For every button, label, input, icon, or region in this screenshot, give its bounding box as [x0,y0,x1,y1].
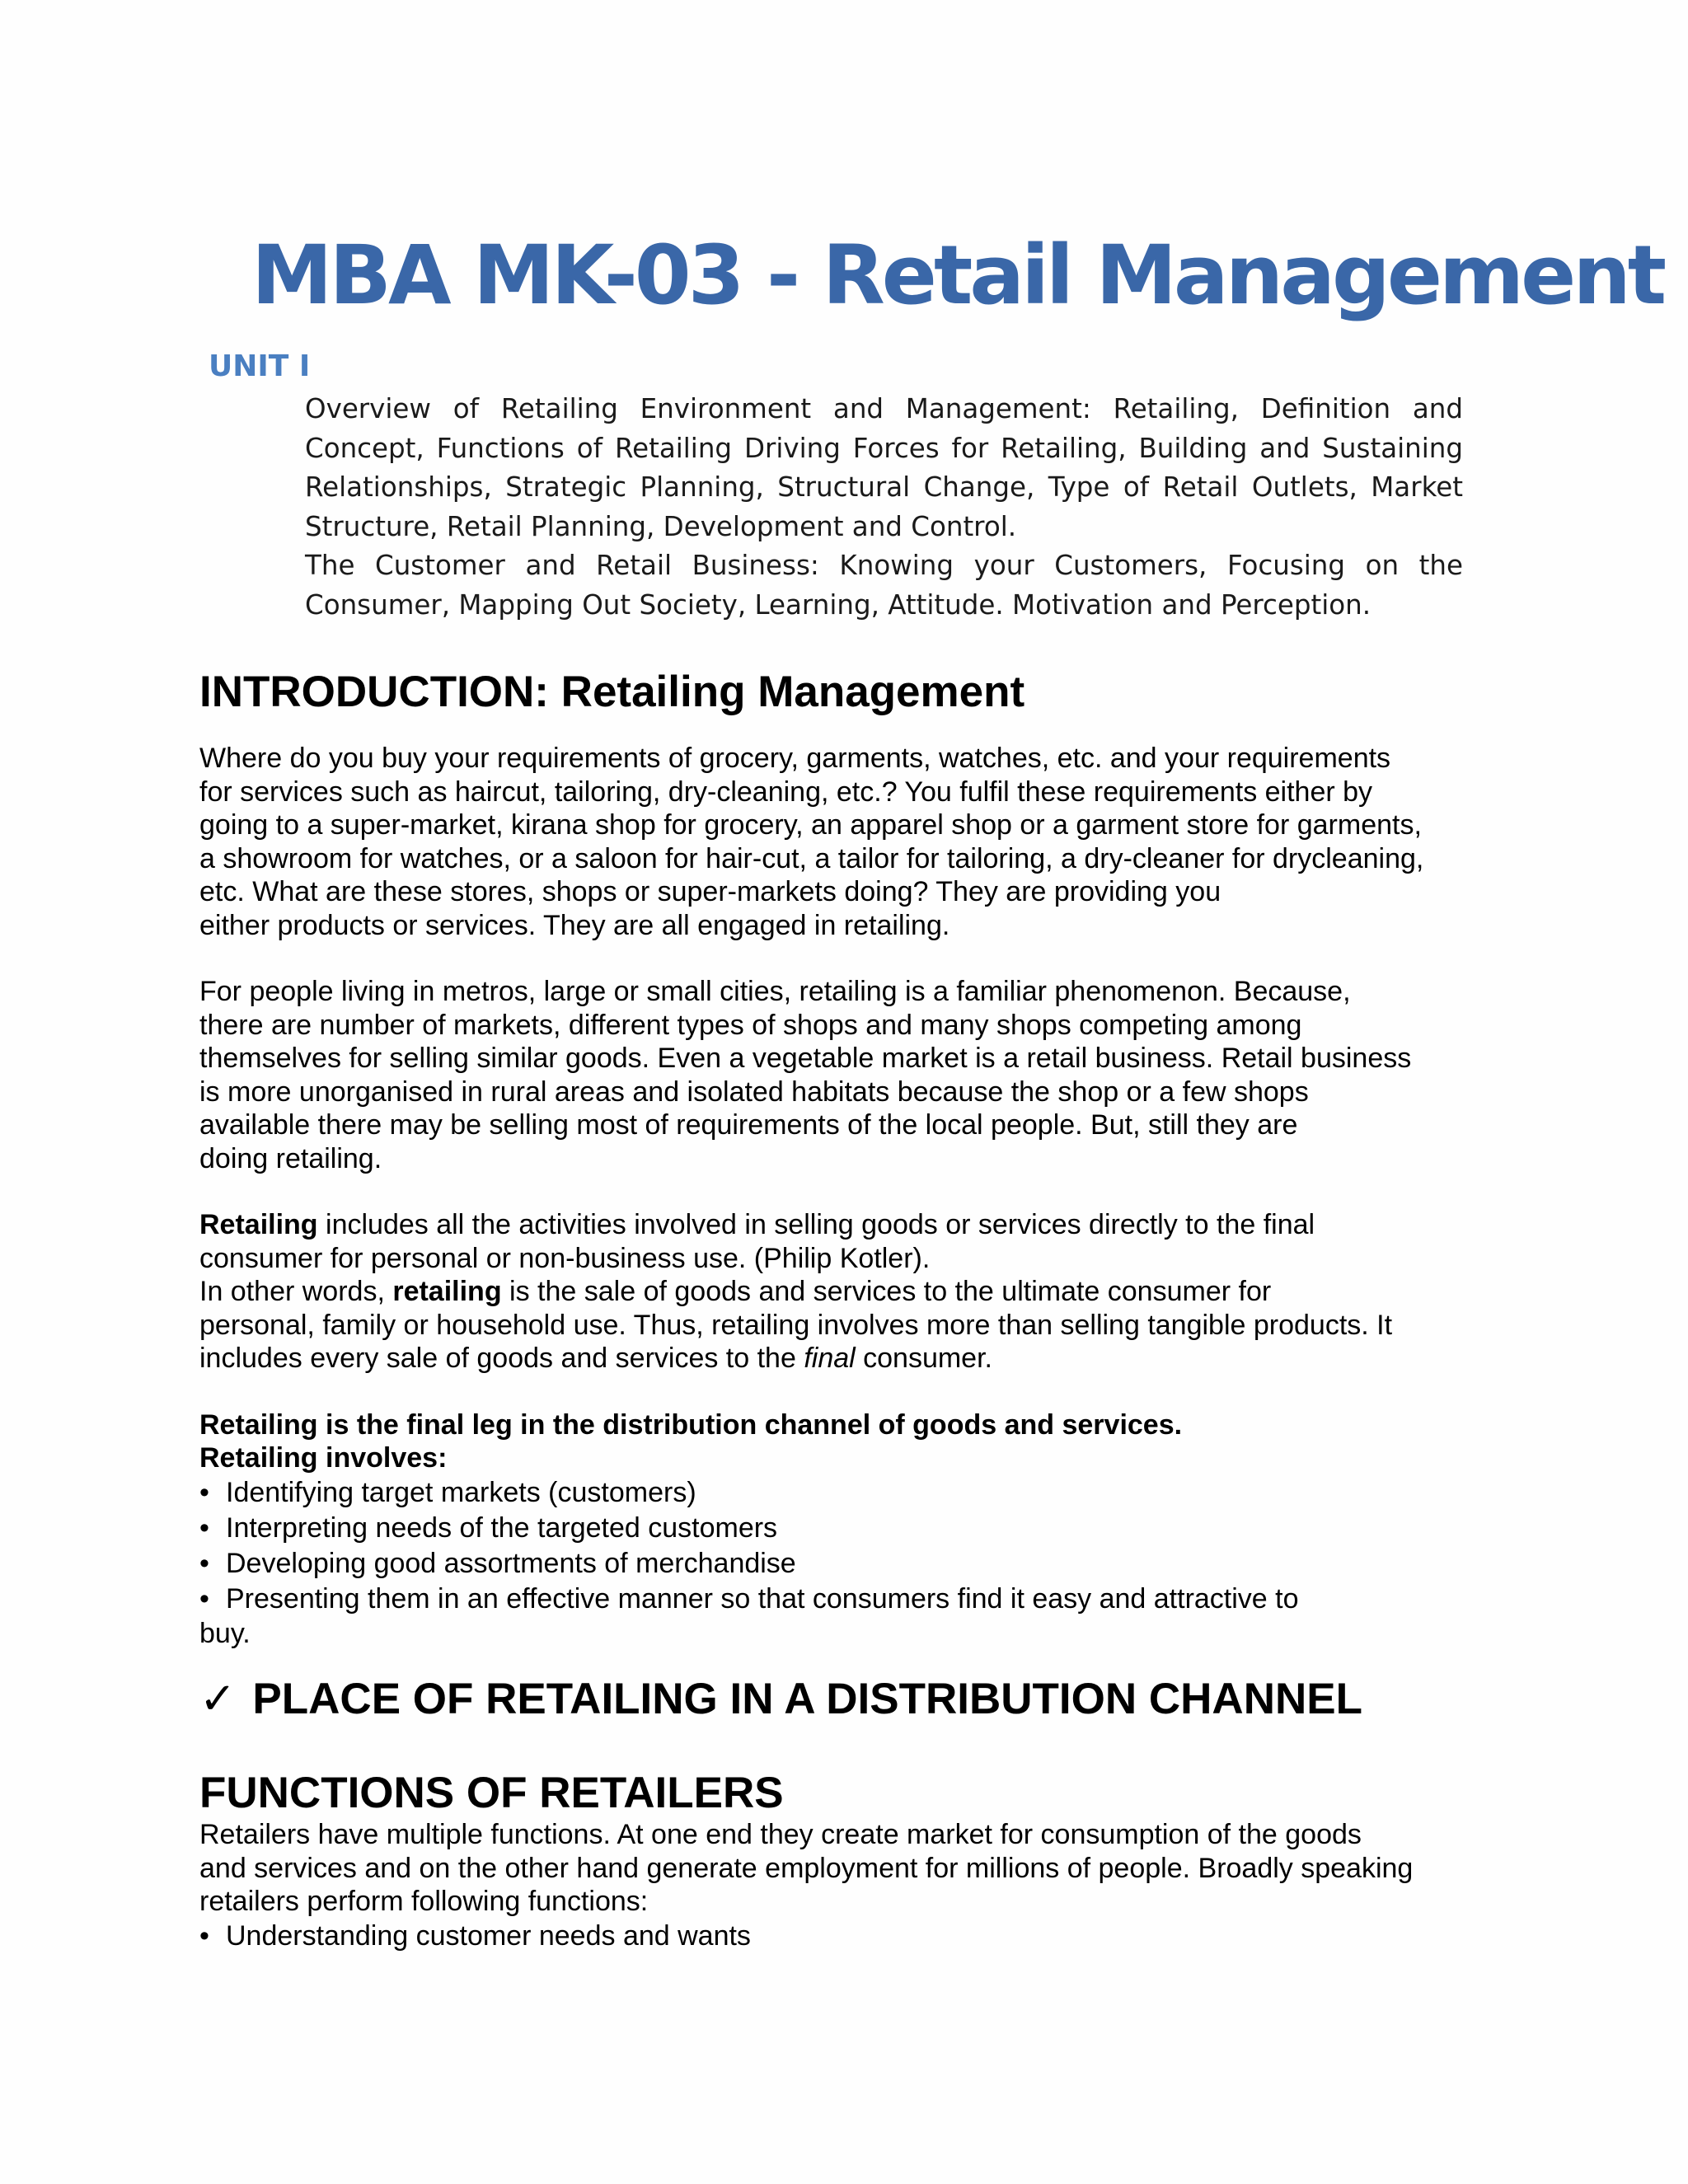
term-retailing-inline: retailing [392,1276,502,1307]
emphasis-final: final [804,1343,856,1374]
text-line: doing retailing. [199,1142,382,1174]
text-line: For people living in metros, large or small cities, retailing is a familiar phenomenon. Because, [199,976,1351,1007]
text-line: available there may be selling most of requirements of the local people. But, still they are [199,1109,1298,1141]
intro-paragraph-2 [199,975,1485,1175]
functions-heading: FUNCTIONS OF RETAILERS [199,1769,784,1817]
text-line: for services such as haircut, tailoring, dry-cleaning, etc.? You fulfil these requirements either by [199,776,1373,808]
text-line: etc. What are these stores, shops or super-markets doing? They are providing you [199,876,1221,907]
introduction-heading: INTRODUCTION: Retailing Management [199,668,1025,716]
text-span: includes all the activities involved in selling goods or services directly to the final [317,1209,1315,1240]
unit-syllabus-paragraph-1: Overview of Retailing Environment and Management: Retailing, Definition and Concept, Functions of Retailing Driving Forces for Retailing, Building and Sustaining Relationships, Strategic Planning, Structural Change, Type of Retail Outlets, Market Structure, Retail Planning, Development and Control. [305,393,1463,542]
text-span: In other words, [199,1276,393,1307]
text-line-bold: Retailing is the final leg in the distribution channel of goods and services. [199,1408,1183,1441]
text-line: Where do you buy your requirements of grocery, garments, watches, etc. and your requirements [199,743,1391,774]
list-item-text: Presenting them in an effective manner so that consumers find it easy and attractive to [226,1582,1299,1615]
place-of-retailing-heading [199,1666,1485,1732]
list-item-text: Interpreting needs of the targeted customers [226,1511,778,1544]
unit-syllabus [305,390,1463,625]
list-item-text: Understanding customer needs and wants [226,1919,751,1952]
list-item [199,1919,1485,1954]
text-line: consumer for personal or non-business use. (Philip Kotler). [199,1242,931,1274]
text-span: includes every sale of goods and services to the [199,1343,804,1374]
text-line: personal, family or household use. Thus, retailing involves more than selling tangible products. It [199,1309,1393,1341]
unit-syllabus-paragraph-2: The Customer and Retail Business: Knowing your Customers, Focusing on the Consumer, Mapping Out Society, Learning, Attitude. Motivation and Perception. [305,550,1463,621]
heading-text: PLACE OF RETAILING IN A DISTRIBUTION CHANNEL [252,1675,1362,1723]
retailing-involves-list [199,1475,1485,1617]
text-line [199,1342,1485,1376]
text-line: Retailers have multiple functions. At one end they create market for consumption of the goods [199,1819,1362,1850]
text-line [199,1275,1485,1309]
intro-paragraph-1 [199,742,1485,942]
text-line: themselves for selling similar goods. Even a vegetable market is a retail business. Retail business [199,1043,1412,1074]
term-retailing: Retailing [199,1209,318,1240]
course-title: MBA MK-03 - Retail Management [251,228,1664,323]
retailing-definition [199,1208,1485,1376]
text-line: either products or services. They are all engaged in retailing. [199,909,950,941]
text-line: is more unorganised in rural areas and isolated habitats because the shop or a few shops [199,1076,1309,1108]
list-item [199,1582,1485,1617]
text-line [199,1208,1485,1242]
functions-paragraph [199,1818,1485,1919]
functions-list [199,1919,1485,1954]
list-tail-text: buy. [199,1617,251,1649]
list-item [199,1511,1485,1546]
text-span: is the sale of goods and services to the ultimate consumer for [501,1276,1272,1307]
text-line: and services and on the other hand generate employment for millions of people. Broadly speaking [199,1852,1414,1884]
text-line: a showroom for watches, or a saloon for hair-cut, a tailor for tailoring, a dry-cleaner for drycleaning, [199,842,1424,874]
unit-label: UNIT I [209,349,311,383]
list-item-text: Developing good assortments of merchandise [226,1547,796,1579]
text-line: going to a super-market, kirana shop for grocery, an apparel shop or a garment store for garments, [199,809,1422,841]
text-span: consumer. [855,1343,992,1374]
text-line: retailers perform following functions: [199,1886,649,1917]
list-item [199,1546,1485,1582]
checkmark-icon: ✓ [199,1674,237,1724]
list-item-text: Identifying target markets (customers) [226,1476,696,1508]
list-item [199,1475,1485,1511]
involves-heading: Retailing involves: [199,1442,448,1474]
final-leg-statement [199,1408,1485,1475]
main-content [199,659,1485,1954]
text-line: there are number of markets, different types of shops and many shops competing among [199,1009,1302,1041]
